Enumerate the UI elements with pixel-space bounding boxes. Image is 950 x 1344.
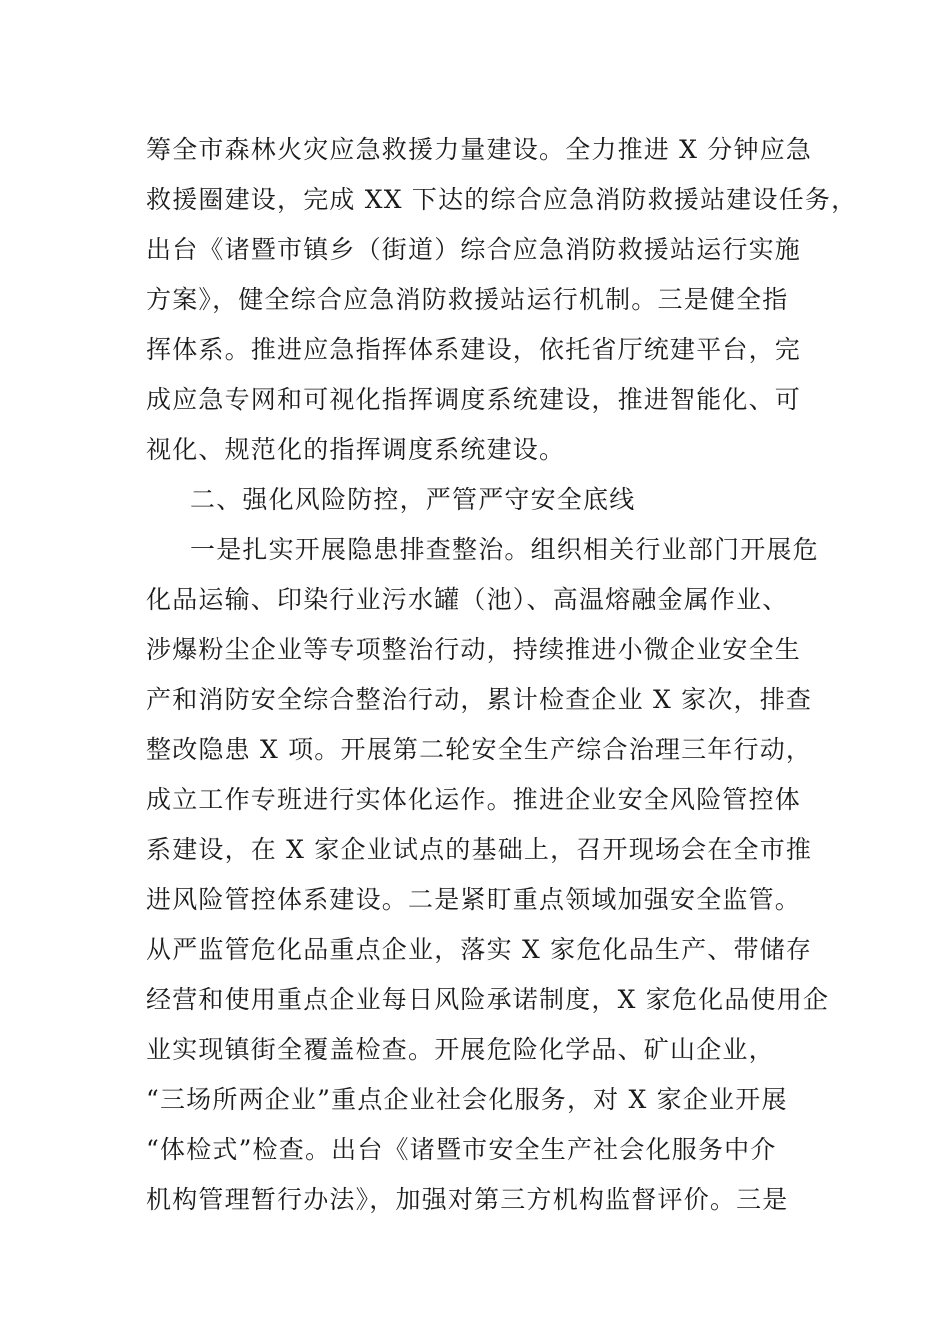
text-line: 出台《诸暨市镇乡（街道）综合应急消防救援站运行实施 — [146, 235, 802, 264]
text-line: 进风险管控体系建设。二是紧盯重点领域加强安全监管。 — [146, 885, 802, 914]
text-line: 化品运输、印染行业污水罐（池）、高温熔融金属作业、 — [146, 585, 789, 614]
text-line: 整改隐患 X 项。开展第二轮安全生产综合治理三年行动， — [146, 735, 813, 764]
text-line: 一是扎实开展隐患排查整治。组织相关行业部门开展危 — [190, 535, 819, 564]
text-line: 从严监管危化品重点企业，落实 X 家危化品生产、带储存 — [146, 935, 813, 964]
text-line: 视化、规范化的指挥调度系统建设。 — [146, 435, 566, 464]
text-line: “三场所两企业”重点企业社会化服务，对 X 家企业开展 — [146, 1085, 788, 1114]
text-line: 业实现镇街全覆盖检查。开展危险化学品、矿山企业， — [146, 1035, 775, 1064]
text-line: 涉爆粉尘企业等专项整治行动，持续推进小微企业安全生 — [146, 635, 802, 664]
text-line: 系建设，在 X 家企业试点的基础上，召开现场会在全市推 — [146, 835, 813, 864]
text-line: 成应急专网和可视化指挥调度系统建设，推进智能化、可 — [146, 385, 802, 414]
text-line: 产和消防安全综合整治行动，累计检查企业 X 家次，排查 — [146, 685, 813, 714]
text-line: 成立工作专班进行实体化运作。推进企业安全风险管控体 — [146, 785, 802, 814]
text-line: 筹全市森林火灾应急救援力量建设。全力推进 X 分钟应急 — [146, 135, 813, 164]
text-line: 救援圈建设，完成 XX 下达的综合应急消防救援站建设任务， — [146, 185, 858, 214]
text-line: “体检式”检查。出台《诸暨市安全生产社会化服务中介 — [146, 1135, 777, 1164]
text-line: 经营和使用重点企业每日风险承诺制度，X 家危化品使用企 — [146, 985, 830, 1014]
text-line: 挥体系。推进应急指挥体系建设，依托省厅统建平台，完 — [146, 335, 802, 364]
section-heading: 二、强化风险防控，严管严守安全底线 — [190, 485, 636, 514]
text-line: 方案》，健全综合应急消防救援站运行机制。三是健全指 — [146, 285, 789, 314]
text-line: 机构管理暂行办法》，加强对第三方机构监督评价。三是 — [146, 1185, 789, 1214]
